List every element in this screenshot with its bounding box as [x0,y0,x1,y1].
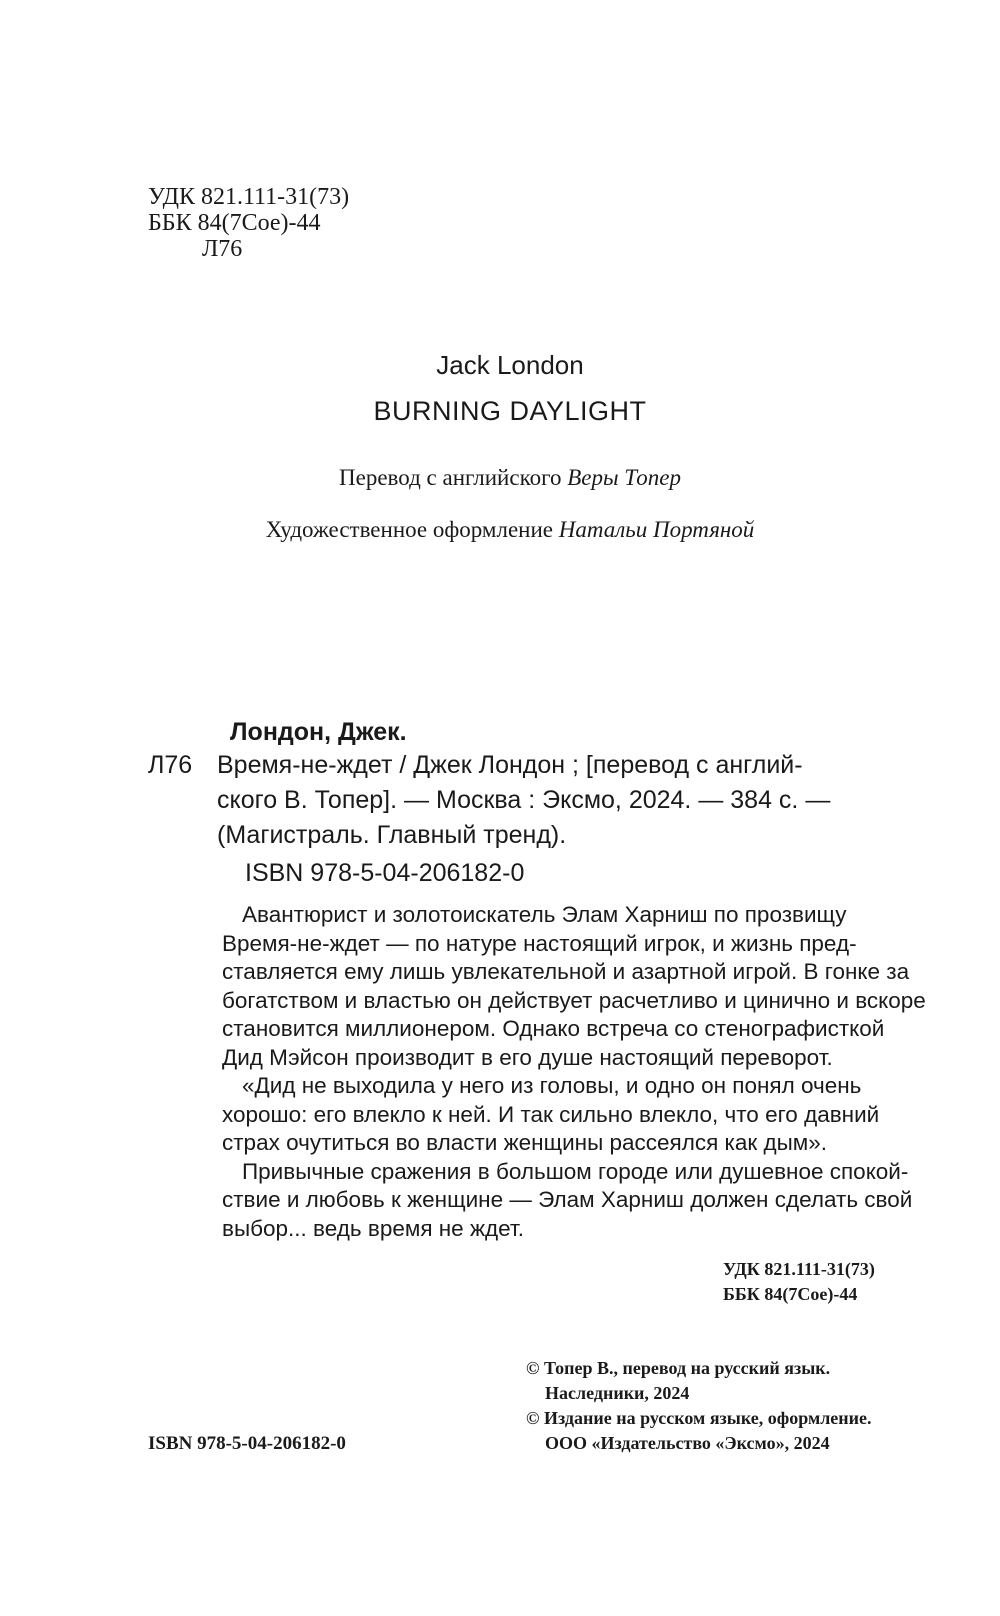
annotation-paragraph [222,901,926,1072]
bottom-udk-code: УДК 821.111-31(73) [723,1259,875,1279]
annotation-line: ствие и любовь к женщине — Элам Харниш должен сделать свой [222,1187,913,1212]
footer-isbn: ISBN 978-5-04-206182-0 [148,1433,346,1454]
annotation-line: ставляется ему лишь увлекательной и азартной игрой. В гонке за [222,959,910,984]
annotation-line: выбор... ведь время не ждет. [222,1215,524,1241]
design-prefix: Художественное оформление [265,517,553,542]
catalog-isbn: ISBN 978-5-04-206182-0 [245,859,525,887]
original-title: BURNING DAYLIGHT [373,396,647,426]
annotation [222,901,926,1243]
annotation-line: становится миллионером. Однако встреча со стенографисткой [222,1016,885,1041]
designer-name: Натальи Портяной [558,517,755,542]
annotation-line: Привычные сражения в большом городе или душевное спокой- [242,1158,909,1184]
original-author: Jack London [436,350,584,380]
udk-code: УДК 821.111-31(73) [148,184,350,210]
bbk-code: ББК 84(7Сое)-44 [148,210,321,236]
catalog-author-mark: Л76 [148,751,193,779]
bottom-bbk-code: ББК 84(7Сое)-44 [723,1284,858,1304]
annotation-line: Время-не-ждет — по натуре настоящий игрок, и жизнь пред- [222,930,857,956]
translation-prefix: Перевод с английского [339,465,562,490]
annotation-line: «Дид не выходила у него из головы, и одно он понял очень [242,1073,862,1098]
design-credit [10,517,1000,543]
annotation-paragraph [222,1072,926,1158]
annotation-line: богатством и властью он действует расчетливо и цинично и вскоре [222,987,926,1013]
translator-name: Веры Топер [567,465,681,490]
annotation-line: Авантюрист и золотоискатель Элам Харниш по прозвищу [242,902,847,927]
catalog-description-line: ского В. Топер]. — Москва : Эксмо, 2024. — 384 с. — [217,786,831,814]
copyright-publisher: ООО «Издательство «Эксмо», 2024 [545,1433,830,1453]
copyright-heirs: Наследники, 2024 [545,1383,690,1403]
copyright-translation: © Топер В., перевод на русский язык. [526,1358,831,1378]
catalog-description-line: (Магистраль. Главный тренд). [217,821,567,849]
annotation-paragraph [222,1158,926,1244]
copyright-edition: © Издание на русском языке, оформление. [526,1408,872,1428]
translation-credit [10,465,1000,491]
annotation-line: страх очутиться во власти женщины рассеялся как дым». [222,1130,828,1155]
annotation-line: хорошо: его влекло к ней. И так сильно влекло, что его давний [222,1101,880,1127]
annotation-line: Дид Мэйсон производит в его душе настоящий переворот. [222,1044,833,1070]
catalog-author-heading: Лондон, Джек. [230,718,407,746]
author-mark: Л76 [202,236,243,262]
catalog-description-line: Время-не-ждет / Джек Лондон ; [перевод с англий- [217,751,803,779]
